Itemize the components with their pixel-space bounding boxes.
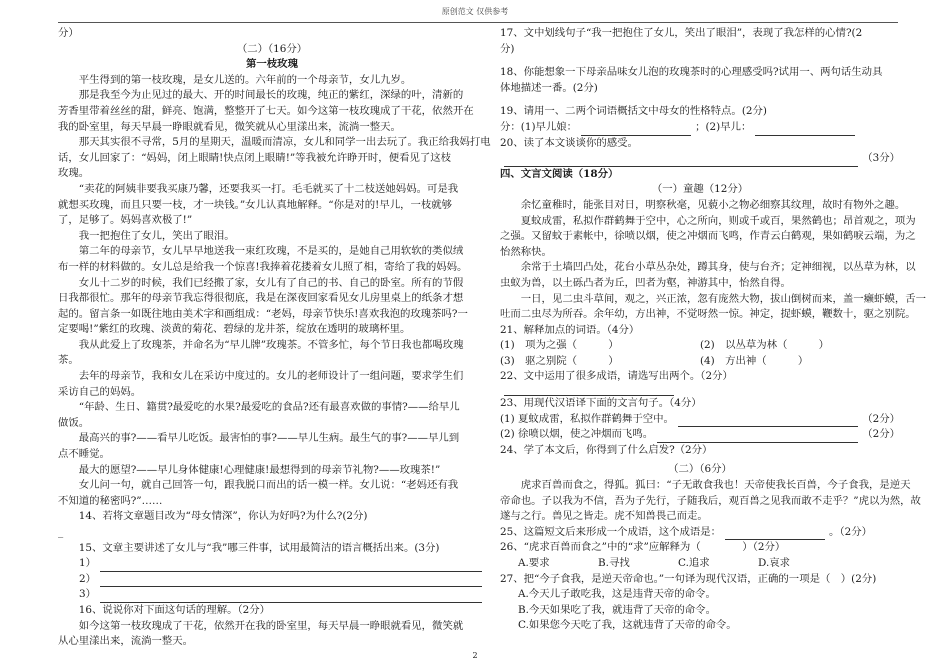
option-b[interactable]: B.今天如果吃了我，就违背了天帝的命令。 — [518, 603, 716, 616]
article-line: 第二年的母亲节，女儿早早地送我一束红玫瑰，不是买的，是她自己用软软的类似绒 — [58, 245, 464, 258]
q21-item[interactable]: (3) 驱之别院（ ） — [500, 354, 619, 367]
part-1-title: （一）童趣（12分） — [651, 183, 749, 196]
answer-line[interactable] — [755, 125, 855, 136]
q21-item[interactable]: (2) 以丛草为林（ ） — [700, 339, 830, 352]
page-header: 原创范文 仅供参考 — [441, 7, 509, 16]
answer-line[interactable] — [725, 529, 825, 540]
question-15: 15、文章主要讲述了女儿与“我”哪三件事，试用最简洁的语言概括出来。(3分) — [58, 541, 440, 554]
article-line: 芳香里带着丝丝的甜，鲜亮、饱满，整整开了七天。如今这第一枝玫瑰成了干花，依然开在 — [58, 104, 474, 117]
article-line: 定要喝!”紫红的玫瑰、淡黄的菊花、碧绿的龙井茶，绽放在透明的玻璃杯里。 — [58, 323, 411, 336]
question-18-cont: 体地描述一番。(2分) — [500, 81, 598, 94]
question-17-cont: 分) — [500, 42, 515, 55]
article-line: 我的卧室里，每天早晨一睁眼就看见，微笑就从心里漾出来，流淌一整天。 — [58, 120, 401, 133]
answer-row-20[interactable] — [500, 151, 900, 167]
article-line: 那天其实很不寻常，5月的星期天，温暖而清凉，女儿和同学一出去玩了。我正给我妈打电 — [58, 136, 491, 149]
article-line: “年龄、生日、籍贯?最爱吃的水果?最爱吃的食品?还有最喜欢做的事情?——给早儿 — [58, 401, 460, 414]
score-label: 。（2分） — [829, 525, 873, 538]
q23-row-2[interactable] — [500, 427, 900, 443]
article-line: 布一样的材料做的。女儿总是给我一个惊喜!我捧着花搂着女儿照了相，寄给了我的妈妈。 — [58, 260, 468, 273]
question-26: 26、“虎求百兽而食之”中的“求”应解释为（ ）（2分） — [500, 541, 786, 554]
passage-line: 一日，见二虫斗草间，观之，兴正浓，忽有庞然大物，拔山倒树而来，盖一癞虾蟆，舌一 — [500, 292, 927, 305]
question-23: 23、用现代汉语译下面的文言句子。（4分） — [500, 397, 702, 410]
article-line: 玫瑰。 — [58, 167, 90, 180]
article-line: 了，足够了。妈妈喜欢极了!” — [58, 214, 193, 227]
answer-line[interactable] — [581, 125, 691, 136]
q21-row-2 — [500, 354, 900, 370]
header-rule — [58, 22, 898, 23]
passage-line: 怡然称快。 — [500, 245, 552, 258]
score-label: （3分） — [862, 152, 900, 165]
q21-item[interactable]: (1) 项为之强（ ） — [500, 339, 619, 352]
option-d[interactable]: D.哀求 — [758, 557, 791, 569]
answer-row-19[interactable] — [500, 120, 900, 136]
answer-line[interactable] — [100, 576, 482, 587]
right-column — [500, 26, 927, 634]
answer-line[interactable] — [504, 385, 674, 396]
article-line: 采访自己的妈妈。 — [58, 385, 142, 398]
article-line: 最大的愿望?——早儿身体健康!心理健康!最想得到的母亲节礼物?——玫瑰茶!” — [58, 463, 441, 476]
question-22: 22、文中运用了很多成语，请选写出两个。（2分） — [500, 370, 733, 383]
answer-row-15-1[interactable] — [58, 556, 486, 572]
answer-row-15-2[interactable] — [58, 572, 486, 588]
answer-row-15-3[interactable] — [58, 587, 486, 603]
passage-line: 夏蚊成雷，私拟作群鹤舞于空中，心之所向，则或千或百，果然鹤也；昂首观之，项为 — [500, 214, 916, 227]
passage2-line: 帝命也。子以我为不信，吾为子先行，子随我后，观百兽之见我而敢不走乎？”虎以为然，故 — [500, 494, 921, 507]
answer-label: 3） — [79, 588, 97, 601]
passage-line: 之强。又留蚊于素帐中，徐喷以烟，使之冲烟而飞鸣，作青云白鹤观，果如鹤唳云端，为之 — [500, 230, 916, 243]
question-25-text: 25、这篇短文后来形成一个成语，这个成语是： — [500, 525, 722, 538]
answer-label: 分：(1)早儿娘： — [500, 120, 578, 133]
option-c[interactable]: C.追求 — [678, 557, 710, 569]
page-number: 2 — [472, 651, 478, 660]
answer-line[interactable] — [678, 416, 858, 427]
part-2-title: （二）（6分） — [668, 463, 732, 476]
question-20: 20、读了本文谈谈你的感受。 — [500, 136, 638, 149]
answer-line[interactable] — [100, 592, 482, 603]
q23-row-1[interactable] — [500, 412, 900, 428]
question-27: 27、把“今子食我，是逆天帝命也。”一句译为现代汉语，正确的一项是（ ）(2分) — [500, 572, 877, 585]
section-4-title: 四、文言文阅读（18分） — [500, 167, 619, 180]
passage-line: 虫蚁为兽，以土砾凸者为丘，凹者为壑，神游其中，怡然自得。 — [500, 276, 791, 289]
question-25[interactable] — [500, 525, 900, 541]
question-16: 16、说说你对下面这句话的理解。（2分） — [58, 603, 271, 616]
article-line: 平生得到的第一枝玫瑰，是女儿送的。六年前的一个母亲节，女儿九岁。 — [58, 73, 412, 86]
article-line: 不知道的秘密吗?”…… — [58, 494, 163, 507]
quote-line: 从心里漾出来，流淌一整天。 — [58, 635, 194, 648]
answer-line[interactable] — [100, 561, 482, 572]
article-line: 那是我至今为止见过的最大、开的时间最长的玫瑰，纯正的紫红，深绿的叶，清新的 — [58, 89, 464, 102]
article-line: 点不睡觉。 — [58, 448, 110, 461]
question-19: 19、请用一、二两个词语概括文中母女的性格特点。(2分) — [500, 105, 767, 118]
answer-label: 1） — [79, 557, 97, 570]
option-a[interactable]: A.要求 — [518, 557, 550, 569]
score-label: （2分） — [862, 412, 900, 425]
article-line: 话，女儿回家了：“妈妈，闭上眼睛!快点闭上眼睛!”等我被允许睁开时，便看见了这枝 — [58, 151, 452, 164]
option-a[interactable]: A.今天儿子敢吃我，这是违背天帝的命令。 — [518, 588, 716, 601]
article-line: 女儿问一句，就自己回答一句，跟我脱口而出的话一模一样。女儿说：“老妈还有我 — [58, 479, 459, 492]
article-line: 做饭。 — [58, 416, 90, 429]
question-21: 21、解释加点的词语。（4分） — [500, 323, 640, 336]
passage-line: 余常于土墙凹凸处，花台小草丛杂处，蹲其身，使与台齐；定神细视，以丛草为林，以 — [500, 261, 916, 274]
article-line: 起的。留言条一如既往地由美术字和画组成：“老妈，母亲节快乐!喜欢我泡的玫瑰茶吗?一 — [58, 307, 468, 320]
continued-text: 分） — [58, 27, 79, 39]
article-line: 去年的母亲节，我和女儿在采访中度过的。女儿的老师设计了一组问题，要求学生们 — [58, 370, 464, 383]
answer-label: ；(2)早儿： — [695, 120, 752, 133]
article-line: 茶。 — [58, 354, 79, 367]
question-24: 24、学了本文后，你得到了什么启发?（2分） — [500, 443, 713, 456]
option-c[interactable]: C.如果您今天吃了我，这就违背了天帝的命令。 — [518, 619, 737, 632]
quote-line: 如今这第一枝玫瑰成了干花，依然开在我的卧室里，每天早晨一睁眼就看见，微笑就 — [58, 619, 464, 632]
answer-line[interactable] — [504, 156, 858, 167]
passage-line: 余忆童稚时，能张目对日，明察秋毫，见藐小之物必细察其纹理，故时有物外之趣。 — [500, 198, 906, 211]
question-17: 17、文中划线句子“我一把抱住了女儿，笑出了眼泪”，表现了我怎样的心情?(2 — [500, 27, 863, 39]
answer-row-22[interactable] — [500, 385, 900, 396]
answer-line[interactable] — [657, 432, 858, 443]
score-label: （2分） — [862, 428, 900, 441]
article-line: “卖花的阿姨非要我买康乃馨，还要我买一打。毛毛就买了十二枝送她妈妈。可是我 — [58, 182, 459, 195]
left-column — [58, 26, 491, 650]
passage2-line: 虎求百兽而食之，得狐。狐曰：“子无敢食我也！天帝使我长百兽，今子食我，是逆天 — [500, 479, 911, 492]
q21-item[interactable]: (4) 方出神（ ） — [700, 354, 809, 367]
passage-line: 吐而二虫尽为所吞。余年幼，方出神，不觉呀然一惊。神定，捉虾蟆，鞭数十，驱之别院。 — [500, 308, 916, 321]
q23-item: (2) 徐喷以烟，使之冲烟而飞鸣。 — [500, 428, 654, 441]
q26-options — [500, 556, 900, 572]
article-line: 女儿十二岁的时候，我们已经搬了家，女儿有了自己的书、自己的卧室。所有的节假 — [58, 276, 464, 289]
article-title: 第一枝玫瑰 — [246, 58, 298, 71]
article-line: 我从此爱上了玫瑰茶，并命名为“早儿牌”玫瑰茶。不管多忙，每个节日我也都喝玫瑰 — [58, 338, 464, 351]
article-line: 就想买玫瑰，而且只要一枝，才一块钱。”女儿认真地解释。“你是对的!早儿，一枝就够 — [58, 198, 453, 211]
question-14: 14、若将文章题目改为“母女情深”，你认为好吗?为什么?(2分) — [58, 510, 368, 523]
article-line: 日我都很忙。那年的母亲节我忘得很彻底，我是在深夜回家看见女儿房里桌上的纸条才想 — [58, 292, 464, 305]
answer-label: 2） — [79, 572, 97, 585]
q23-item: (1) 夏蚊成雷，私拟作群鹤舞于空中。 — [500, 412, 674, 425]
option-b[interactable]: B.寻找 — [598, 557, 630, 569]
article-line: 我一把抱住了女儿，笑出了眼泪。 — [58, 229, 235, 242]
question-18: 18、你能想象一下母亲品味女儿泡的玫瑰茶时的心理感受吗?试用一、两句话生动具 — [500, 66, 883, 79]
answer-blank-14[interactable]: _ — [58, 526, 64, 538]
section-heading: （二）（16分） — [236, 42, 308, 55]
article-line: 最高兴的事?——看早儿吃饭。最害怕的事?——早儿生病。最生气的事?——早儿到 — [58, 432, 460, 445]
q21-row-1 — [500, 338, 900, 354]
passage2-line: 遂与之行。兽见之皆走。虎不知兽畏己而走。 — [500, 510, 708, 523]
